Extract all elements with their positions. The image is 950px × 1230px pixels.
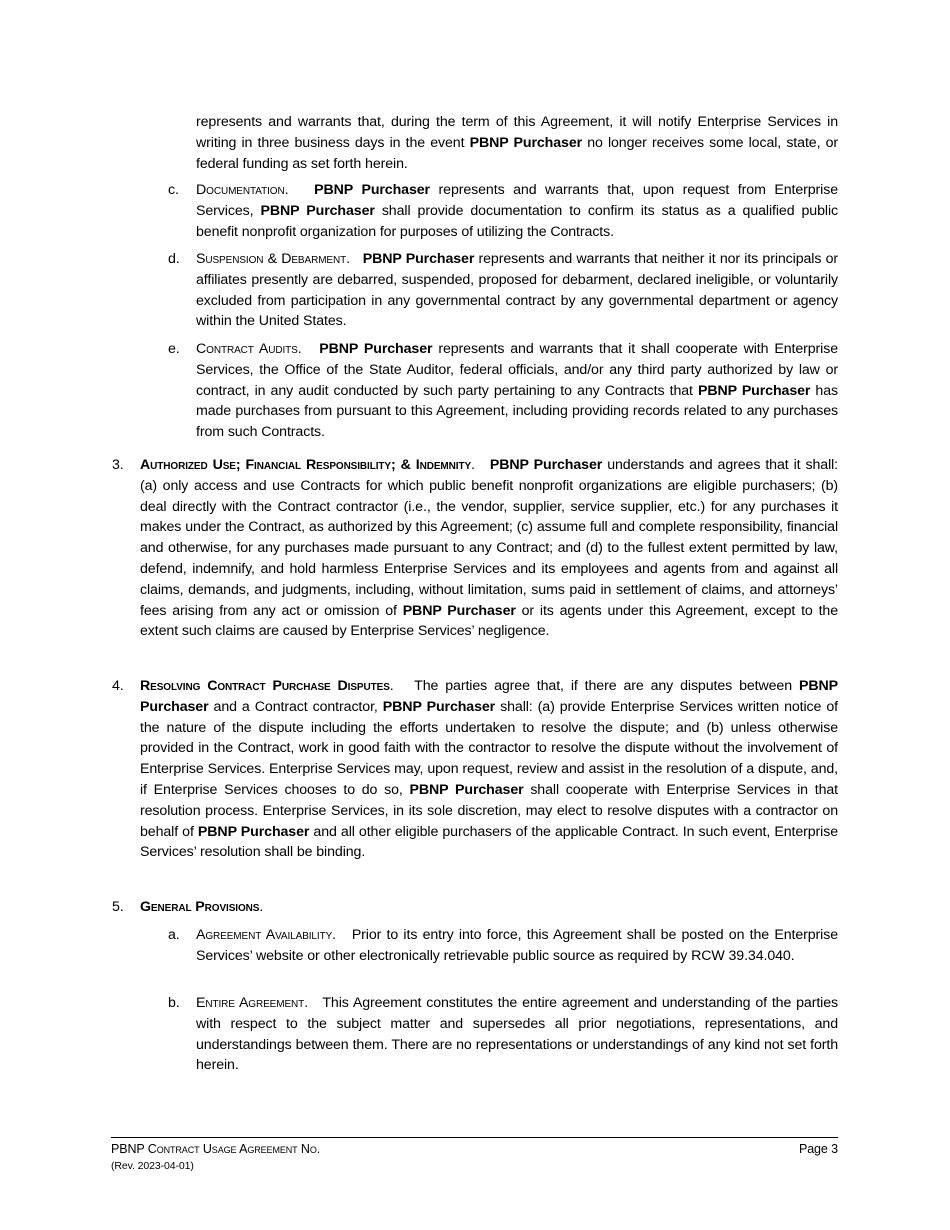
paragraph-text: Prior to its entry into force, this Agreement shall be posted on the Enterprise Services’ website or other electronically retrievable public source as required by RCW 39.34.040.	[196, 927, 838, 964]
paragraph-text: and all other eligible purchasers of the applicable Contract. In such event, Enterprise Services’ resolution shall be binding.	[140, 823, 838, 861]
paragraph-text: shall cooperate with Enterprise Services in that resolution process. Enterprise Services, in its sole discretion, may elect to resolve disputes with a contractor on behalf of	[140, 781, 838, 840]
subsection-heading: Entire Agreement	[196, 995, 305, 1011]
section-heading: Authorized Use; Financial Responsibility; & Indemnity	[140, 457, 472, 473]
section-resolving-disputes: Resolving Contract Purchase Disputes. The parties agree that, if there are any disputes between PBNP Purchaser and a Contract contractor, PBNP Purchaser shall: (a) provide Enterprise Services written notice of the nature of the dispute including the efforts undertaken to resolve the dispute; and (b) unless otherwise provided in the Contract, work in good faith with the contractor to resolve the dispute without the involvement of Enterprise Services. Enterprise Services may, upon request, review and assist in the resolution of a dispute, and, if Enterprise Services chooses to do so, PBNP Purchaser shall cooperate with Enterprise Services in that resolution process. Enterprise Services, in its sole discretion, may elect to resolve disputes with a contractor on behalf of PBNP Purchaser and all other eligible purchasers of the applicable Contract. In such event, Enterprise Services’ resolution shall be binding.	[140, 678, 838, 861]
subsection-heading: Suspension & Debarment	[196, 251, 347, 267]
paragraph-text: no longer receives some local, state, or federal funding as set forth herein.	[196, 134, 839, 172]
defined-term: PBNP Purchaser	[362, 251, 475, 267]
paragraph-text: represents and warrants that it shall cooperate with Enterprise Services, the Office of the State Auditor, federal officials, and/or any third party authorized by law or contract, in any audit conducted by such party pertaining to any Contracts that	[196, 341, 838, 399]
paragraph-text: understands and agrees that it shall: (a) only access and use Contracts for which public benefit nonprofit organizations are eligible purchasers; (b) deal directly with the Contract contractor (i.e., the vendor, supplier, service supplier, etc.) for any purchases it makes under the Contract, as authorized by this Agreement; (c) assume full and complete responsibility, financial and otherwise, for any purchases made pursuant to any Contract; and (d) to the fullest extent permitted by law, defend, indemnify, and hold harmless Enterprise Services and its employees and agents from and against all claims, demands, and judgments, including, without limitation, sums paid in settlement of claims, and attorneys’ fees arising from any act or omission of	[140, 457, 839, 619]
defined-term: PBNP Purchaser	[697, 382, 811, 399]
paragraph-text: shall provide documentation to confirm its status as a qualified public benefit nonprofit organization for purposes of utilizing the Contracts.	[196, 202, 838, 240]
defined-term: PBNP Purchaser	[409, 781, 524, 798]
paragraph-text: represents and warrants that neither it nor its principals or affiliates presently are debarred, suspended, proposed for debarment, declared ineligible, or voluntarily excluded from participation in any governmental contract by any governmental department or agency within the United States.	[196, 251, 839, 330]
paragraph-text: The parties agree that, if there are any disputes between	[414, 678, 799, 694]
subsection-contract-audits: Contract Audits. PBNP Purchaser represents and warrants that it shall cooperate with Enterprise Services, the Office of the State Auditor, federal officials, and/or any third party authorized by law or contract, in any audit conducted by such party pertaining to any Contracts that PBNP Purchaser has made purchases from pursuant to this Agreement, including providing records related to any purchases from such Contracts.	[196, 341, 838, 441]
paragraph-text: has made purchases from pursuant to this Agreement, including providing records related to any purchases from such Contracts.	[196, 382, 838, 441]
paragraph-text: This Agreement constitutes the entire agreement and understanding of the parties with respect to the subject matter and supersedes all prior negotiations, representations, and understandings between them. There are no representations or understandings of any kind not set forth herein.	[196, 995, 838, 1074]
paragraph-text: or its agents under this Agreement, except to the extent such claims are caused by Enterprise Services’ negligence.	[140, 602, 838, 640]
subsection-documentation: Documentation. PBNP Purchaser represents and warrants that, upon request from Enterprise Services, PBNP Purchaser shall provide documentation to confirm its status as a qualified public benefit nonprofit organization for purposes of utilizing the Contracts.	[196, 182, 839, 240]
defined-term: PBNP Purchaser	[197, 823, 310, 840]
item-label: b.	[168, 995, 180, 1011]
defined-term: PBNP Purchaser	[319, 341, 433, 357]
section-authorized-use: Authorized Use; Financial Responsibility; & Indemnity. PBNP Purchaser understands and agrees that it shall: (a) only access and use Contracts for which public benefit nonprofit organizations are eligible purchasers; (b) deal directly with the Contract contractor (i.e., the vendor, supplier, service supplier, etc.) for any purchases it makes under the Contract, as authorized by this Agreement; (c) assume full and complete responsibility, financial and otherwise, for any purchases made pursuant to any Contract; and (d) to the fullest extent permitted by law, defend, indemnify, and hold harmless Enterprise Services and its employees and agents from and against all claims, demands, and judgments, including, without limitation, sums paid in settlement of claims, and attorneys’ fees arising from any act or omission of PBNP Purchaser or its agents under this Agreement, except to the extent such claims are caused by Enterprise Services’ negligence.	[140, 457, 839, 640]
page-number: Page 3	[798, 1142, 838, 1156]
paragraph-text: shall: (a) provide Enterprise Services written notice of the nature of the dispute including the efforts undertaken to resolve the dispute; and (b) unless otherwise provided in the Contract, work in good faith with the contractor to resolve the dispute without the involvement of Enterprise Services. Enterprise Services may, upon request, review and assist in the resolution of a dispute, and, if Enterprise Services chooses to do so,	[140, 698, 838, 798]
subsection-entire-agreement: Entire Agreement. This Agreement constitutes the entire agreement and understanding of the parties with respect to the subject matter and supersedes all prior negotiations, representations, and understandings between them. There are no representations or understandings of any kind not set forth herein.	[196, 995, 838, 1074]
defined-term: PBNP Purchaser	[489, 457, 603, 473]
footer-title: PBNP Contract Usage Agreement No.	[111, 1142, 321, 1156]
subsection-heading: Contract Audits	[196, 341, 298, 357]
defined-term: PBNP Purchaser	[469, 134, 583, 151]
section-number: 5.	[112, 899, 124, 915]
paragraph-text: and a Contract contractor,	[208, 698, 383, 715]
footer-divider	[111, 1137, 838, 1138]
section-number: 3.	[112, 457, 124, 473]
paragraph-text: represents and warrants that, upon request from Enterprise Services,	[196, 182, 839, 219]
defined-term: PBNP Purchaser	[140, 678, 838, 715]
defined-term: PBNP Purchaser	[402, 602, 516, 619]
subsection-suspension-debarment: Suspension & Debarment. PBNP Purchaser represents and warrants that neither it nor its principals or affiliates presently are debarred, suspended, proposed for debarment, declared ineligible, or voluntarily excluded from participation in any governmental contract by any governmental department or agency within the United States.	[196, 251, 839, 330]
item-label: e.	[168, 341, 180, 357]
subsection-heading: Documentation	[196, 182, 285, 198]
footer-revision: (Rev. 2023-04-01)	[111, 1160, 194, 1172]
section-heading: Resolving Contract Purchase Disputes	[140, 678, 390, 694]
continued-paragraph	[196, 112, 838, 174]
defined-term: PBNP Purchaser	[260, 202, 375, 219]
subsection-heading: Agreement Availability	[196, 927, 333, 943]
item-label: a.	[168, 927, 180, 943]
section-heading: General Provisions	[140, 899, 260, 915]
subsection-agreement-availability: Agreement Availability. Prior to its entry into force, this Agreement shall be posted on the Enterprise Services’ website or other electronically retrievable public source as required by RCW 39.34.040.	[196, 927, 838, 964]
item-label: d.	[168, 251, 180, 267]
item-label: c.	[168, 182, 179, 198]
defined-term: PBNP Purchaser	[314, 182, 430, 198]
defined-term: PBNP Purchaser	[382, 698, 496, 715]
paragraph-text: represents and warrants that, during the term of this Agreement, it will notify Enterprise Services in writing in three business days in the event	[196, 114, 838, 151]
section-number: 4.	[112, 678, 124, 694]
section-general-provisions: General Provisions.	[140, 899, 264, 915]
